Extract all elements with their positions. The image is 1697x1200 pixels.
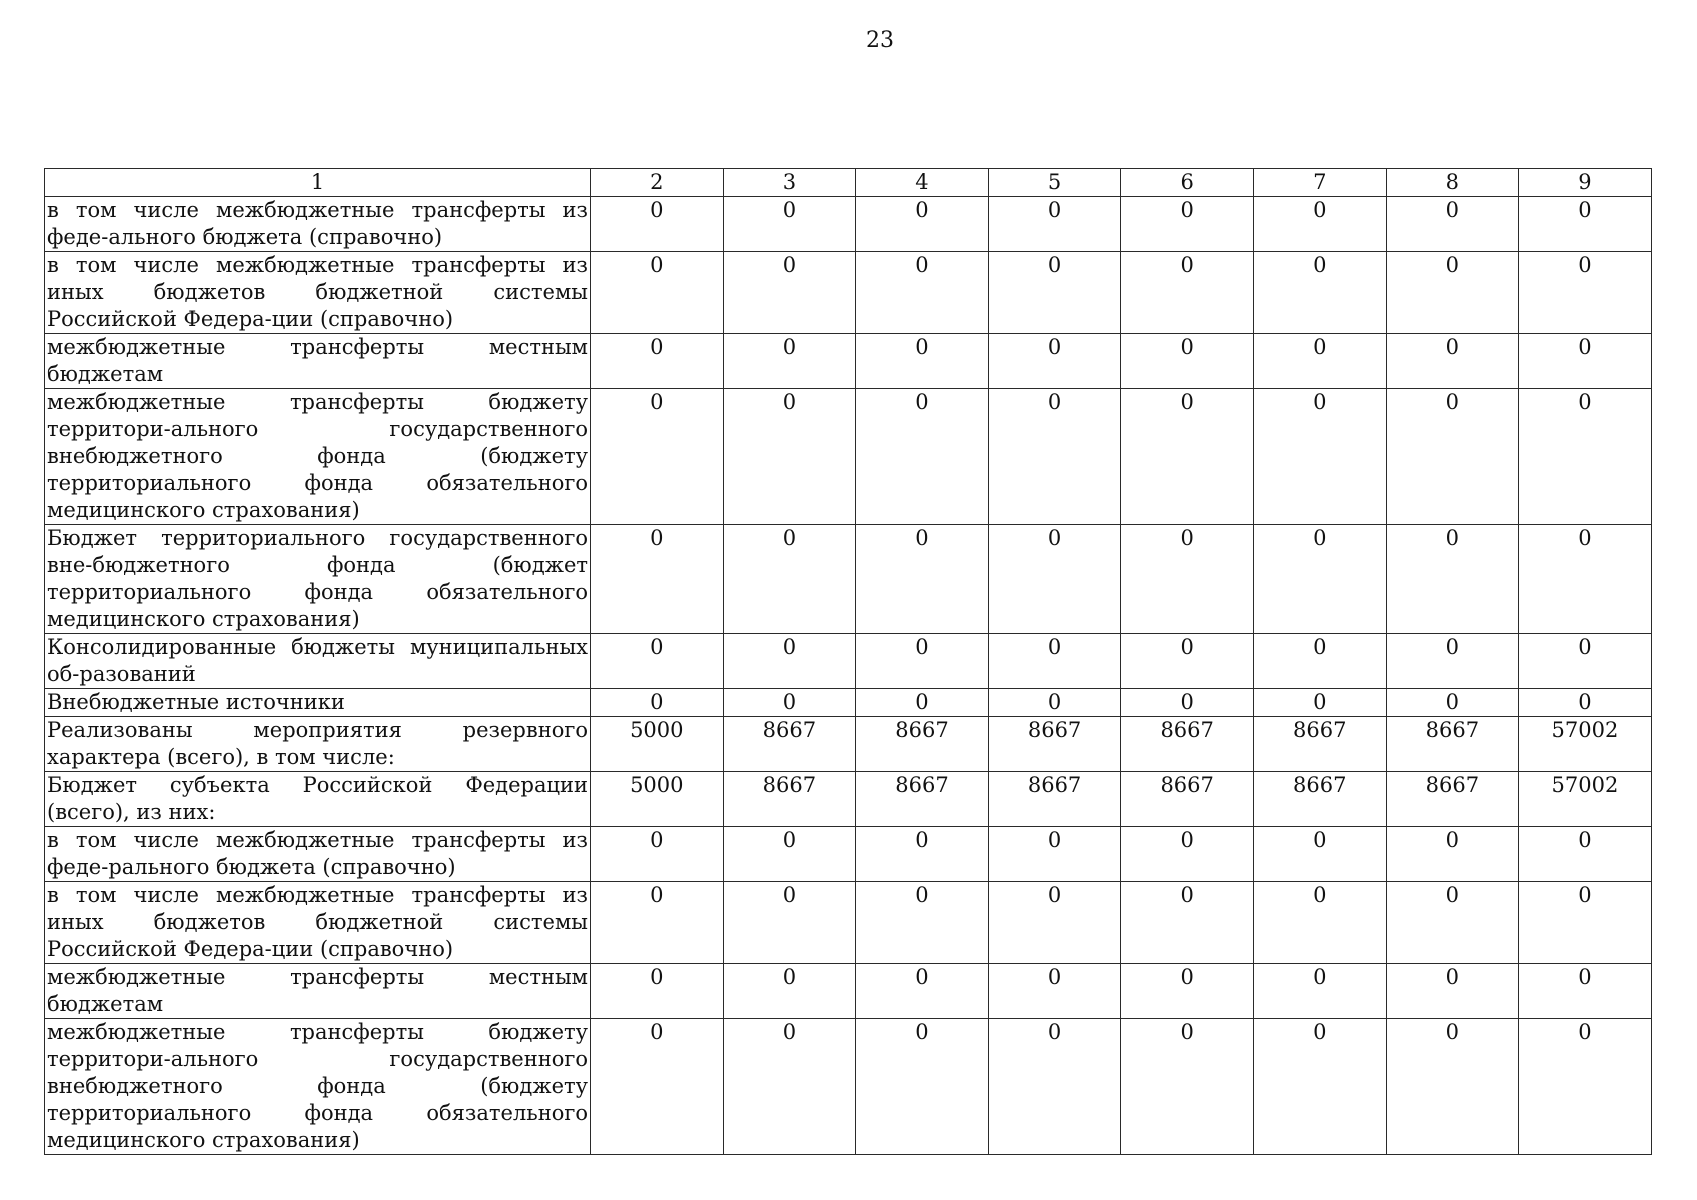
row-value-col-3: 8667 bbox=[723, 717, 856, 772]
row-value-col-6: 0 bbox=[1121, 964, 1254, 1019]
row-value-col-4: 0 bbox=[856, 634, 989, 689]
row-value-col-2: 5000 bbox=[591, 717, 724, 772]
row-value-col-9: 0 bbox=[1519, 634, 1652, 689]
row-value-col-2: 0 bbox=[591, 334, 724, 389]
row-value-col-3: 0 bbox=[723, 389, 856, 525]
row-value-col-2: 5000 bbox=[591, 772, 724, 827]
row-value-col-7: 0 bbox=[1253, 389, 1386, 525]
row-value-col-3: 0 bbox=[723, 197, 856, 252]
row-value-col-5: 0 bbox=[988, 964, 1121, 1019]
row-value-col-2: 0 bbox=[591, 689, 724, 717]
row-label: в том числе межбюджетные трансферты из феде-ального бюджета (справочно) bbox=[45, 197, 591, 252]
budget-table-container bbox=[44, 168, 1651, 1155]
table-row bbox=[45, 717, 1652, 772]
row-value-col-8: 8667 bbox=[1386, 717, 1519, 772]
row-value-col-2: 0 bbox=[591, 634, 724, 689]
column-header-4: 4 bbox=[856, 169, 989, 197]
row-value-col-3: 0 bbox=[723, 334, 856, 389]
table-row bbox=[45, 634, 1652, 689]
table-row bbox=[45, 197, 1652, 252]
row-value-col-3: 0 bbox=[723, 689, 856, 717]
row-label: межбюджетные трансферты бюджету территори-ального государственного внебюджетного фонда (бюджету территориального фонда обязательного медицинского страхования) bbox=[45, 1019, 591, 1155]
table-row bbox=[45, 772, 1652, 827]
column-header-7: 7 bbox=[1253, 169, 1386, 197]
row-value-col-8: 0 bbox=[1386, 334, 1519, 389]
row-value-col-9: 0 bbox=[1519, 882, 1652, 964]
row-value-col-8: 0 bbox=[1386, 1019, 1519, 1155]
row-value-col-5: 0 bbox=[988, 882, 1121, 964]
row-value-col-6: 0 bbox=[1121, 827, 1254, 882]
row-value-col-4: 0 bbox=[856, 334, 989, 389]
table-row bbox=[45, 689, 1652, 717]
row-value-col-8: 0 bbox=[1386, 252, 1519, 334]
table-row bbox=[45, 252, 1652, 334]
row-value-col-8: 0 bbox=[1386, 882, 1519, 964]
row-value-col-2: 0 bbox=[591, 964, 724, 1019]
row-value-col-4: 8667 bbox=[856, 717, 989, 772]
row-value-col-5: 0 bbox=[988, 197, 1121, 252]
row-value-col-5: 8667 bbox=[988, 717, 1121, 772]
row-value-col-7: 0 bbox=[1253, 882, 1386, 964]
row-value-col-2: 0 bbox=[591, 252, 724, 334]
row-value-col-7: 8667 bbox=[1253, 717, 1386, 772]
row-value-col-5: 0 bbox=[988, 689, 1121, 717]
row-value-col-6: 0 bbox=[1121, 252, 1254, 334]
column-header-2: 2 bbox=[591, 169, 724, 197]
row-value-col-9: 0 bbox=[1519, 1019, 1652, 1155]
row-value-col-9: 0 bbox=[1519, 964, 1652, 1019]
row-value-col-3: 0 bbox=[723, 634, 856, 689]
row-value-col-5: 0 bbox=[988, 252, 1121, 334]
row-value-col-8: 0 bbox=[1386, 689, 1519, 717]
table-row bbox=[45, 334, 1652, 389]
table-row bbox=[45, 964, 1652, 1019]
row-value-col-4: 8667 bbox=[856, 772, 989, 827]
row-value-col-7: 0 bbox=[1253, 827, 1386, 882]
header-row bbox=[45, 169, 1652, 197]
row-value-col-3: 0 bbox=[723, 964, 856, 1019]
row-value-col-4: 0 bbox=[856, 389, 989, 525]
table-row bbox=[45, 827, 1652, 882]
row-label: в том числе межбюджетные трансферты из иных бюджетов бюджетной системы Российской Федера-ции (справочно) bbox=[45, 252, 591, 334]
row-value-col-7: 0 bbox=[1253, 634, 1386, 689]
row-value-col-7: 0 bbox=[1253, 252, 1386, 334]
row-value-col-7: 8667 bbox=[1253, 772, 1386, 827]
row-value-col-2: 0 bbox=[591, 827, 724, 882]
column-header-6: 6 bbox=[1121, 169, 1254, 197]
row-value-col-3: 0 bbox=[723, 827, 856, 882]
row-value-col-4: 0 bbox=[856, 689, 989, 717]
column-header-9: 9 bbox=[1519, 169, 1652, 197]
row-value-col-6: 0 bbox=[1121, 689, 1254, 717]
table-header bbox=[45, 169, 1652, 197]
row-value-col-6: 0 bbox=[1121, 389, 1254, 525]
row-value-col-7: 0 bbox=[1253, 525, 1386, 634]
row-value-col-9: 0 bbox=[1519, 389, 1652, 525]
row-value-col-6: 8667 bbox=[1121, 717, 1254, 772]
table-row bbox=[45, 882, 1652, 964]
row-value-col-8: 0 bbox=[1386, 525, 1519, 634]
row-label: в том числе межбюджетные трансферты из иных бюджетов бюджетной системы Российской Федера-ции (справочно) bbox=[45, 882, 591, 964]
row-value-col-5: 8667 bbox=[988, 772, 1121, 827]
row-value-col-6: 0 bbox=[1121, 197, 1254, 252]
row-value-col-7: 0 bbox=[1253, 1019, 1386, 1155]
row-value-col-7: 0 bbox=[1253, 197, 1386, 252]
row-value-col-3: 0 bbox=[723, 1019, 856, 1155]
row-value-col-8: 0 bbox=[1386, 964, 1519, 1019]
table-row bbox=[45, 525, 1652, 634]
row-value-col-6: 0 bbox=[1121, 634, 1254, 689]
row-value-col-6: 0 bbox=[1121, 334, 1254, 389]
row-value-col-5: 0 bbox=[988, 1019, 1121, 1155]
row-value-col-4: 0 bbox=[856, 1019, 989, 1155]
row-value-col-4: 0 bbox=[856, 827, 989, 882]
row-value-col-7: 0 bbox=[1253, 964, 1386, 1019]
column-header-1: 1 bbox=[45, 169, 591, 197]
row-value-col-2: 0 bbox=[591, 389, 724, 525]
table-body bbox=[45, 197, 1652, 1155]
row-value-col-3: 0 bbox=[723, 252, 856, 334]
column-header-8: 8 bbox=[1386, 169, 1519, 197]
row-value-col-4: 0 bbox=[856, 525, 989, 634]
row-value-col-9: 0 bbox=[1519, 689, 1652, 717]
row-value-col-4: 0 bbox=[856, 964, 989, 1019]
row-value-col-5: 0 bbox=[988, 634, 1121, 689]
row-value-col-3: 0 bbox=[723, 882, 856, 964]
row-label: межбюджетные трансферты местным бюджетам bbox=[45, 964, 591, 1019]
row-value-col-3: 0 bbox=[723, 525, 856, 634]
row-value-col-5: 0 bbox=[988, 827, 1121, 882]
row-value-col-8: 8667 bbox=[1386, 772, 1519, 827]
row-value-col-7: 0 bbox=[1253, 689, 1386, 717]
row-value-col-6: 0 bbox=[1121, 525, 1254, 634]
row-value-col-6: 8667 bbox=[1121, 772, 1254, 827]
row-label: Реализованы мероприятия резервного характера (всего), в том числе: bbox=[45, 717, 591, 772]
row-value-col-6: 0 bbox=[1121, 882, 1254, 964]
row-label: в том числе межбюджетные трансферты из феде-рального бюджета (справочно) bbox=[45, 827, 591, 882]
row-value-col-2: 0 bbox=[591, 1019, 724, 1155]
row-label: Бюджет территориального государственного вне-бюджетного фонда (бюджет территориального фонда обязательного медицинского страхования) bbox=[45, 525, 591, 634]
row-value-col-2: 0 bbox=[591, 197, 724, 252]
row-value-col-4: 0 bbox=[856, 197, 989, 252]
row-value-col-8: 0 bbox=[1386, 389, 1519, 525]
row-value-col-5: 0 bbox=[988, 389, 1121, 525]
row-label: Консолидированные бюджеты муниципальных об-разований bbox=[45, 634, 591, 689]
row-value-col-4: 0 bbox=[856, 252, 989, 334]
row-label: Внебюджетные источники bbox=[45, 689, 591, 717]
row-value-col-2: 0 bbox=[591, 882, 724, 964]
row-value-col-5: 0 bbox=[988, 525, 1121, 634]
row-value-col-7: 0 bbox=[1253, 334, 1386, 389]
table-row bbox=[45, 1019, 1652, 1155]
row-value-col-9: 57002 bbox=[1519, 772, 1652, 827]
budget-table bbox=[44, 168, 1652, 1155]
row-label: межбюджетные трансферты бюджету территори-ального государственного внебюджетного фонда (бюджету территориального фонда обязательного медицинского страхования) bbox=[45, 389, 591, 525]
row-value-col-2: 0 bbox=[591, 525, 724, 634]
row-value-col-9: 0 bbox=[1519, 827, 1652, 882]
row-value-col-3: 8667 bbox=[723, 772, 856, 827]
row-label: Бюджет субъекта Российской Федерации (всего), из них: bbox=[45, 772, 591, 827]
row-value-col-9: 57002 bbox=[1519, 717, 1652, 772]
page-number: 23 bbox=[866, 28, 894, 53]
column-header-5: 5 bbox=[988, 169, 1121, 197]
row-value-col-9: 0 bbox=[1519, 334, 1652, 389]
table-row bbox=[45, 389, 1652, 525]
row-value-col-9: 0 bbox=[1519, 197, 1652, 252]
row-value-col-6: 0 bbox=[1121, 1019, 1254, 1155]
row-value-col-9: 0 bbox=[1519, 525, 1652, 634]
row-value-col-9: 0 bbox=[1519, 252, 1652, 334]
row-value-col-8: 0 bbox=[1386, 197, 1519, 252]
row-value-col-8: 0 bbox=[1386, 827, 1519, 882]
row-value-col-4: 0 bbox=[856, 882, 989, 964]
row-label: межбюджетные трансферты местным бюджетам bbox=[45, 334, 591, 389]
row-value-col-8: 0 bbox=[1386, 634, 1519, 689]
column-header-3: 3 bbox=[723, 169, 856, 197]
row-value-col-5: 0 bbox=[988, 334, 1121, 389]
